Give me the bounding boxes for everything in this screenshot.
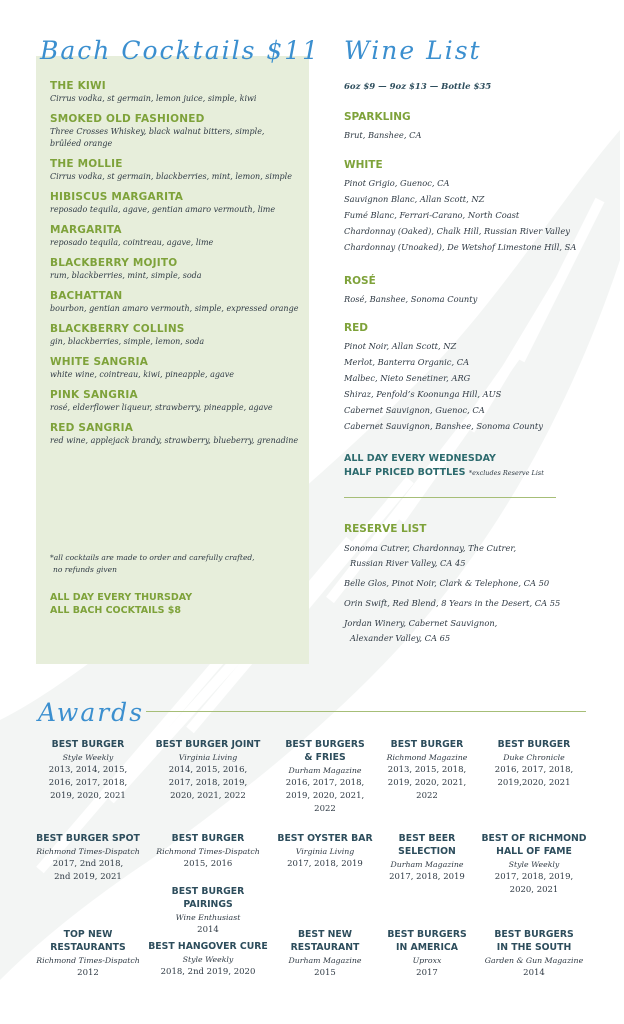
- cocktail-item: [50, 113, 312, 150]
- wine-heading: ROSÉ: [344, 275, 376, 287]
- cocktail-desc: Cirrus vodka, st germain, blackberries, mint, lemon, simple: [50, 172, 292, 181]
- award-name: RESTAURANT: [290, 942, 360, 953]
- award-years: 2013, 2015, 2018,: [387, 765, 467, 775]
- cocktail-name: THE MOLLIE: [50, 158, 123, 170]
- cocktail-item: [50, 158, 312, 183]
- award-item: [146, 885, 270, 937]
- award-name: BEST BURGERS: [494, 929, 574, 940]
- award-name: BEST OF RICHMOND: [481, 833, 587, 844]
- cocktail-name: WHITE SANGRIA: [50, 356, 149, 368]
- cocktail-item: [50, 80, 312, 105]
- reserve-item: [344, 616, 614, 646]
- promo-line: ALL DAY EVERY WEDNESDAY: [344, 453, 496, 464]
- award-source: Style Weekly: [62, 753, 114, 762]
- wine-section-red: [344, 322, 614, 434]
- wine-section-sparkling: [344, 111, 614, 143]
- wine-item: Pinot Noir, Allan Scott, NZ: [344, 341, 457, 351]
- award-name: TOP NEW: [63, 929, 113, 940]
- award-item: [365, 928, 489, 980]
- cocktail-item: [50, 224, 312, 249]
- award-item: [146, 832, 270, 871]
- award-item: [26, 738, 150, 803]
- reserve-line: Sonoma Cutrer, Chardonnay, The Cutrer,: [344, 543, 517, 553]
- cocktail-name: HIBISCUS MARGARITA: [50, 191, 184, 203]
- cocktail-name: BACHATTAN: [50, 290, 123, 302]
- award-years: 2016, 2017, 2018,: [48, 778, 128, 788]
- cocktail-name: PINK SANGRIA: [50, 389, 138, 401]
- award-name: BEST BURGER: [171, 833, 245, 844]
- cocktail-desc: red wine, applejack brandy, strawberry, blueberry, grenadine: [50, 436, 299, 445]
- award-years: 2015: [314, 968, 336, 978]
- reserve-line: Jordan Winery, Cabernet Sauvignon,: [344, 618, 498, 628]
- reserve-line: Russian River Valley, CA 45: [350, 558, 466, 568]
- cocktail-desc: reposado tequila, cointreau, agave, lime: [50, 238, 214, 247]
- award-years: 2020, 2021: [509, 885, 559, 895]
- award-source: Richmond Times-Dispatch: [156, 847, 260, 856]
- award-years: 2018, 2nd 2019, 2020: [160, 967, 256, 977]
- award-years: 2017, 2nd 2018,: [52, 859, 124, 869]
- award-name: BEST BURGERS: [285, 739, 365, 750]
- award-years: 2017: [416, 968, 438, 978]
- award-source: Duke Chronicle: [503, 753, 565, 762]
- award-source: Style Weekly: [508, 860, 560, 869]
- wine-item: Chardonnay (Unoaked), De Wetshof Limestone Hill, SA: [344, 242, 577, 252]
- wine-item: Pinot Grigio, Guenoc, CA: [344, 178, 450, 188]
- wine-heading: WHITE: [344, 159, 383, 171]
- cocktail-item: [50, 323, 312, 348]
- award-name: BEST HANGOVER CURE: [148, 941, 268, 952]
- award-source: Durham Magazine: [288, 956, 362, 965]
- award-name: SELECTION: [398, 846, 456, 857]
- award-years: 2017, 2018, 2019,: [494, 872, 574, 882]
- cocktail-desc: Three Crosses Whiskey, black walnut bitters, simple, brûléed orange: [50, 127, 265, 148]
- awards-title: Awards: [38, 698, 145, 727]
- award-years: 2015, 2016: [183, 859, 233, 869]
- award-name: BEST BURGER: [51, 739, 125, 750]
- award-name: BEST BURGER SPOT: [36, 833, 140, 844]
- award-item: [146, 738, 270, 803]
- cocktail-item: [50, 290, 312, 315]
- award-source: Richmond Times-Dispatch: [36, 956, 140, 965]
- awards-divider: [146, 711, 586, 712]
- cocktails-title: Bach Cocktails $11: [40, 36, 321, 65]
- reserve-line: Belle Glos, Pinot Noir, Clark & Telephone, CA 50: [344, 578, 550, 588]
- cocktail-name: BLACKBERRY MOJITO: [50, 257, 178, 269]
- wine-heading: RESERVE LIST: [344, 523, 427, 535]
- cocktail-desc: gin, blackberries, simple, lemon, soda: [50, 337, 205, 346]
- wine-title: Wine List: [344, 36, 482, 65]
- cocktail-item: [50, 422, 312, 447]
- award-source: Uproxx: [412, 956, 442, 965]
- award-name: BEST BURGER PAIRINGS: [171, 886, 245, 910]
- award-years: 2014: [523, 968, 545, 978]
- disclaimer-line: *all cocktails are made to order and carefully crafted,: [50, 553, 255, 562]
- cocktails-list: [50, 80, 312, 455]
- reserve-item: [344, 596, 614, 611]
- award-name: BEST BURGER JOINT: [155, 739, 261, 750]
- promo-line-text: HALF PRICED BOTTLES: [344, 467, 466, 478]
- award-item: [26, 832, 150, 884]
- wine-heading: RED: [344, 322, 368, 334]
- award-source: Durham Magazine: [390, 860, 464, 869]
- reserve-item: [344, 541, 614, 571]
- cocktail-desc: rosé, elderflower liqueur, strawberry, pineapple, agave: [50, 403, 273, 412]
- award-years: 2nd 2019, 2021: [54, 872, 122, 882]
- cocktail-desc: bourbon, gentian amaro vermouth, simple, expressed orange: [50, 304, 299, 313]
- award-name: BEST BEER: [398, 833, 456, 844]
- award-years: 2014: [197, 925, 219, 935]
- award-years: 2020, 2021, 2022: [170, 791, 246, 801]
- award-name: BEST BURGER: [497, 739, 571, 750]
- award-item: [365, 832, 489, 884]
- award-name: BEST OYSTER BAR: [277, 833, 373, 844]
- wine-item: Brut, Banshee, CA: [344, 130, 422, 140]
- award-name: IN AMERICA: [396, 942, 458, 953]
- wine-pricing: 6oz $9 — 9oz $13 — Bottle $35: [344, 82, 492, 92]
- award-item: [472, 832, 596, 897]
- award-source: Durham Magazine: [288, 766, 362, 775]
- promo-line: ALL DAY EVERY THURSDAY: [50, 592, 193, 603]
- award-name: BEST BURGER: [390, 739, 464, 750]
- wine-promo: [344, 452, 624, 480]
- reserve-line: Orin Swift, Red Blend, 8 Years in the Desert, CA 55: [344, 598, 561, 608]
- promo-note: *excludes Reserve List: [468, 469, 544, 477]
- promo-line: ALL BACH COCKTAILS $8: [50, 605, 182, 616]
- reserve-item: [344, 576, 614, 591]
- wine-item: Merlot, Banterra Organic, CA: [344, 357, 470, 367]
- wine-heading: SPARKLING: [344, 111, 411, 123]
- award-item: [26, 928, 150, 980]
- cocktail-desc: rum, blackberries, mint, simple, soda: [50, 271, 202, 280]
- wine-item: Shiraz, Penfold’s Koonunga Hill, AUS: [344, 389, 502, 399]
- award-name: RESTAURANTS: [50, 942, 126, 953]
- award-years: 2019, 2020, 2021,: [387, 778, 467, 788]
- award-item: [472, 738, 596, 790]
- award-name: BEST NEW: [297, 929, 353, 940]
- award-years: 2019,2020, 2021: [497, 778, 571, 788]
- cocktail-name: RED SANGRIA: [50, 422, 134, 434]
- award-years: 2013, 2014, 2015,: [48, 765, 128, 775]
- award-name: BEST BURGERS: [387, 929, 467, 940]
- wine-section-white: [344, 159, 614, 255]
- wine-item: Chardonnay (Oaked), Chalk Hill, Russian River Valley: [344, 226, 570, 236]
- cocktail-disclaimer: [50, 552, 290, 576]
- award-years: 2017, 2018, 2019,: [168, 778, 248, 788]
- wine-divider: [344, 497, 556, 498]
- award-source: Style Weekly: [182, 955, 234, 964]
- wine-item: Fumé Blanc, Ferrari-Carano, North Coast: [344, 210, 520, 220]
- cocktail-desc: white wine, cointreau, kiwi, pineapple, agave: [50, 370, 234, 379]
- award-years: 2016, 2017, 2018,: [494, 765, 574, 775]
- wine-section-reserve: [344, 523, 614, 651]
- cocktail-desc: Cirrus vodka, st germain, lemon juice, simple, kiwi: [50, 94, 257, 103]
- cocktail-item: [50, 191, 312, 216]
- award-years: 2014, 2015, 2016,: [168, 765, 248, 775]
- wine-item: Rosé, Banshee, Sonoma County: [344, 294, 478, 304]
- cocktail-name: BLACKBERRY COLLINS: [50, 323, 185, 335]
- award-name: HALL OF FAME: [496, 846, 572, 857]
- cocktail-item: [50, 389, 312, 414]
- award-years: 2017, 2018, 2019: [287, 859, 363, 869]
- award-source: Virginia Living: [178, 753, 238, 762]
- award-years: 2022: [416, 791, 438, 801]
- award-years: 2022: [314, 804, 336, 814]
- wine-item: Sauvignon Blanc, Allan Scott, NZ: [344, 194, 485, 204]
- award-name: & FRIES: [304, 752, 346, 763]
- cocktail-name: MARGARITA: [50, 224, 122, 236]
- award-item: [146, 940, 270, 979]
- wine-section-rose: [344, 275, 614, 307]
- award-source: Richmond Times-Dispatch: [36, 847, 140, 856]
- award-years: 2019, 2020, 2021: [50, 791, 126, 801]
- reserve-line: Alexander Valley, CA 65: [350, 633, 451, 643]
- award-name: IN THE SOUTH: [496, 942, 572, 953]
- award-years: 2017, 2018, 2019: [389, 872, 465, 882]
- award-item: [365, 738, 489, 803]
- cocktail-desc: reposado tequila, agave, gentian amaro vermouth, lime: [50, 205, 276, 214]
- cocktail-item: [50, 356, 312, 381]
- wine-item: Cabernet Sauvignon, Banshee, Sonoma County: [344, 421, 543, 431]
- award-source: Richmond Magazine: [386, 753, 468, 762]
- award-item: [472, 928, 596, 980]
- award-source: Wine Enthusiast: [175, 913, 241, 922]
- cocktail-name: SMOKED OLD FASHIONED: [50, 113, 205, 125]
- award-years: 2019, 2020, 2021,: [285, 791, 365, 801]
- cocktail-item: [50, 257, 312, 282]
- disclaimer-line: no refunds given: [53, 565, 117, 574]
- award-source: Virginia Living: [295, 847, 355, 856]
- award-years: 2016, 2017, 2018,: [285, 778, 365, 788]
- promo-line: [344, 466, 624, 480]
- wine-item: Malbec, Nieto Senetiner, ARG: [344, 373, 471, 383]
- award-source: Garden & Gun Magazine: [484, 956, 584, 965]
- cocktail-promo: [50, 591, 300, 617]
- cocktail-name: THE KIWI: [50, 80, 106, 92]
- wine-item: Cabernet Sauvignon, Guenoc, CA: [344, 405, 485, 415]
- award-years: 2012: [77, 968, 99, 978]
